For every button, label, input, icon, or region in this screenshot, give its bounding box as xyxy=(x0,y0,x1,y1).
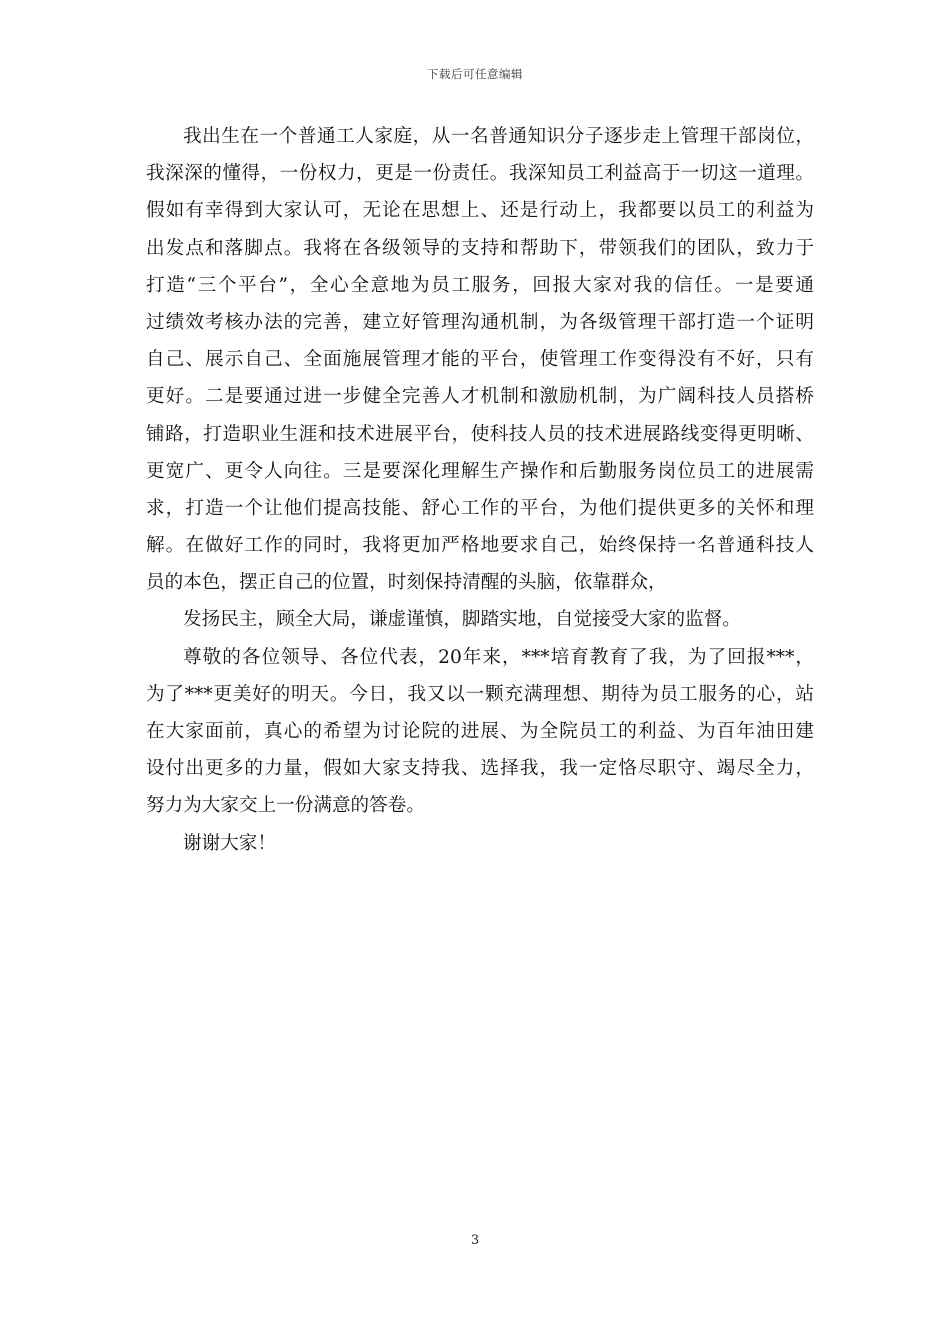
text-line: 设付出更多的力量，假如大家支持我、选择我，我一定恪尽职守、竭尽全力， xyxy=(146,758,814,780)
text-line: 铺路，打造职业生涯和技术进展平台，使科技人员的技术进展路线变得更明晰、 xyxy=(146,423,814,445)
text-line: 更宽广、更令人向往。三是要深化理解生产操作和后勤服务岗位员工的进展需 xyxy=(146,460,814,482)
text-line: 我出生在一个普通工人家庭，从一名普通知识分子逐步走上管理干部岗位， xyxy=(183,126,814,147)
document-body xyxy=(146,118,814,862)
text-line: 发扬民主，顾全大局，谦虚谨慎，脚踏实地，自觉接受大家的监督。 xyxy=(183,609,741,631)
text-line: 我深深的懂得，一份权力，更是一份责任。我深知员工利益高于一切这一道理。 xyxy=(146,163,814,185)
text-line: 为了***更美好的明天。今日，我又以一颗充满理想、期待为员工服务的心，站 xyxy=(146,683,814,705)
text-line: 过绩效考核办法的完善，建立好管理沟通机制，为各级管理干部打造一个证明 xyxy=(146,311,814,333)
text-line: 求，打造一个让他们提高技能、舒心工作的平台，为他们提供更多的关怀和理 xyxy=(146,497,814,519)
text-line: 员的本色，摆正自己的位置，时刻保持清醒的头脑，依靠群众， xyxy=(146,572,667,594)
page-header: 下载后可任意编辑 xyxy=(427,67,523,81)
text-line: 努力为大家交上一份满意的答卷。 xyxy=(146,795,425,817)
text-line: 打造“三个平台”，全心全意地为员工服务，回报大家对我的信任。一是要通 xyxy=(146,274,814,296)
page-number: 3 xyxy=(470,1233,480,1248)
text-line: 出发点和落脚点。我将在各级领导的支持和帮助下，带领我们的团队，致力于 xyxy=(146,237,814,259)
text-line: 尊敬的各位领导、各位代表，20年来，***培育教育了我，为了回报***， xyxy=(183,646,814,668)
text-line: 谢谢大家！ xyxy=(183,832,276,854)
paragraph-thanks xyxy=(146,825,814,862)
text-line: 解。在做好工作的同时，我将更加严格地要求自己，始终保持一名普通科技人 xyxy=(146,535,814,557)
text-line: 假如有幸得到大家认可，无论在思想上、还是行动上，我都要以员工的利益为 xyxy=(146,200,814,222)
text-line: 自己、展示自己、全面施展管理才能的平台，使管理工作变得没有不好，只有 xyxy=(146,349,814,371)
text-line: 在大家面前，真心的希望为讨论院的进展、为全院员工的利益、为百年油田建 xyxy=(146,721,814,742)
paragraph-commitment xyxy=(146,118,814,601)
paragraph-democracy xyxy=(146,601,814,638)
paragraph-address xyxy=(146,639,814,825)
text-line: 更好。二是要通过进一步健全完善人才机制和激励机制，为广阔科技人员搭桥 xyxy=(146,386,814,408)
